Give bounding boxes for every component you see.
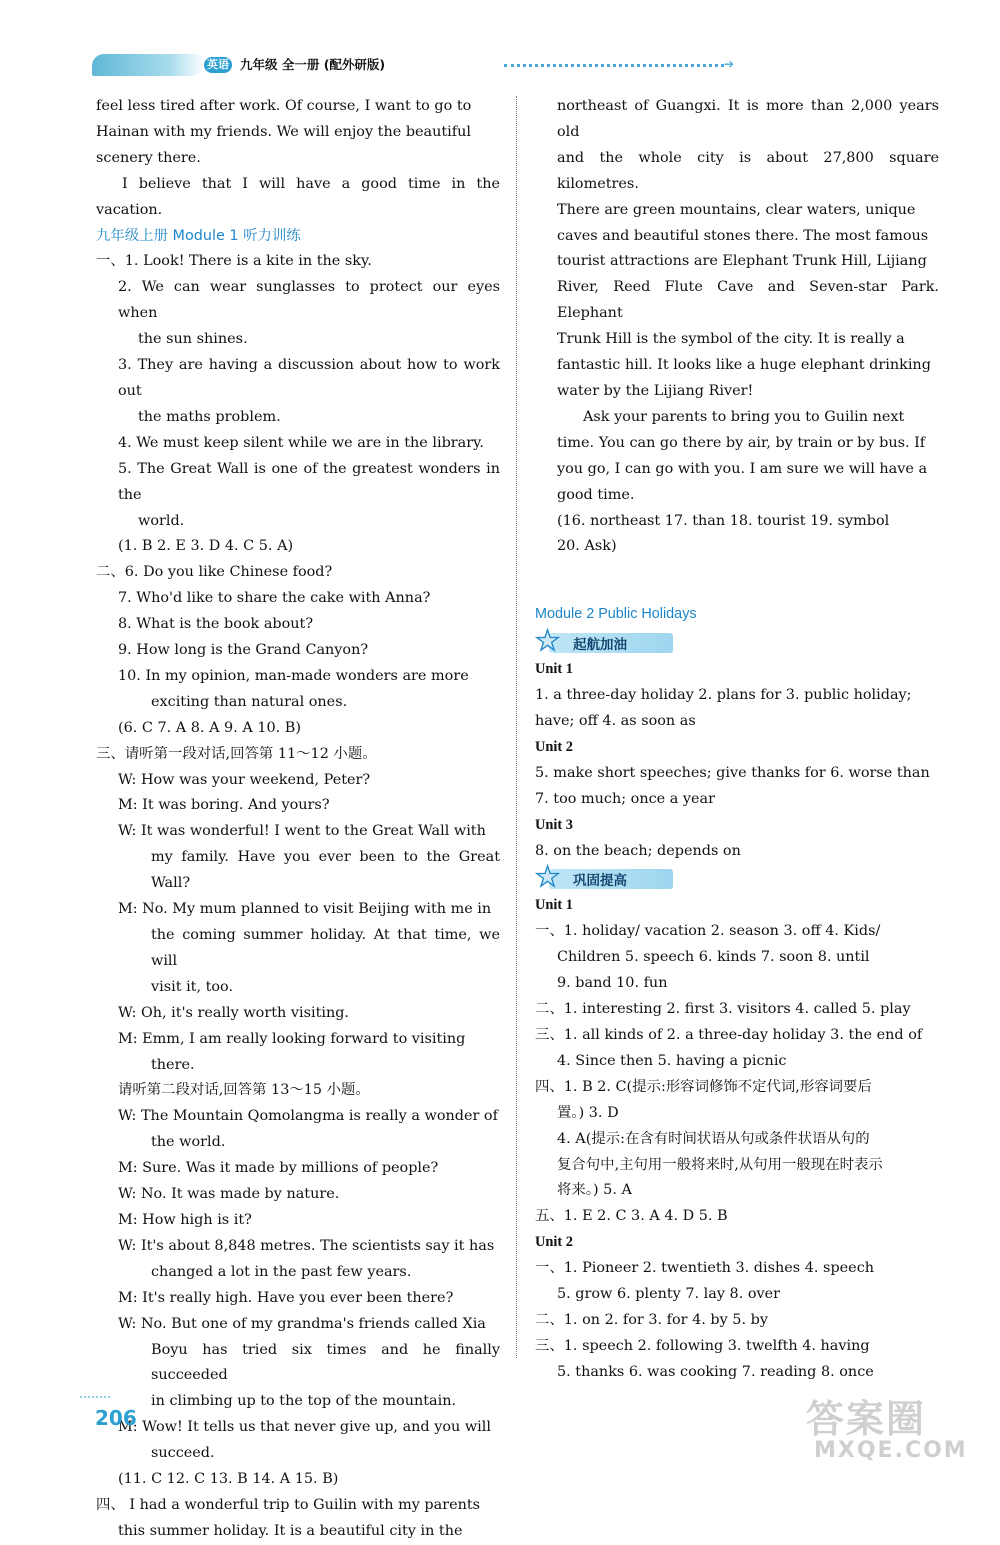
banner-label: 巩固提高 xyxy=(573,873,627,890)
text-line: (16. northeast 17. than 18. tourist 19. symbol xyxy=(557,512,890,529)
part4-answers xyxy=(535,509,939,561)
text-line: have; off 4. as soon as xyxy=(535,713,696,730)
text-line: 2. We can wear sunglasses to protect our eyes when xyxy=(118,279,500,322)
intro-last-line: I believe that I will have a good time in the vacation. xyxy=(96,175,500,218)
text-line: in climbing up to the top of the mountain. xyxy=(151,1393,457,1410)
text-line: scenery there. xyxy=(96,149,201,166)
text-line: 7. Who'd like to share the cake with Anna? xyxy=(118,590,431,607)
text-line: River, Reed Flute Cave and Seven-star Park. Elephant xyxy=(557,279,939,322)
text-line: (6. C 7. A 8. A 9. A 10. B) xyxy=(118,719,301,736)
text-line: Ask your parents to bring you to Guilin next xyxy=(583,408,905,425)
spacer xyxy=(535,560,939,602)
listening-part-4 xyxy=(96,1493,500,1545)
banner-qihang xyxy=(535,624,675,658)
text-line: W: It was wonderful! I went to the Great Wall with xyxy=(118,823,486,840)
right-column xyxy=(535,94,939,1386)
page-header xyxy=(92,48,735,80)
text-line: 5. The Great Wall is one of the greatest wonders in the xyxy=(118,460,500,503)
unit3-answers xyxy=(535,839,939,865)
text-line: 五、1. E 2. C 3. A 4. D 5. B xyxy=(535,1208,728,1225)
header-dotted-line xyxy=(504,64,724,67)
text-line: Hainan with my friends. We will enjoy the beautiful xyxy=(96,123,471,140)
text-line: the world. xyxy=(151,1134,226,1151)
text-line: 7. too much; once a year xyxy=(535,790,715,807)
text-line: the maths problem. xyxy=(138,408,281,425)
listening-part-1 xyxy=(96,249,500,560)
text-line: 复合句中,主句用一般将来时,从句用一般现在时表示 xyxy=(557,1156,883,1173)
text-line: Children 5. speech 6. kinds 7. soon 8. until xyxy=(557,949,870,966)
text-line: visit it, too. xyxy=(151,978,234,995)
text-line: 8. on the beach; depends on xyxy=(535,842,741,859)
text-line: feel less tired after work. Of course, I want to go to xyxy=(96,98,472,114)
text-line: 10. In my opinion, man-made wonders are more xyxy=(118,667,469,684)
module-2-title: Module 2 Public Holidays xyxy=(535,606,697,623)
section-title-module1: 九年级上册 Module 1 听力训练 xyxy=(96,227,301,244)
text-line: 20. Ask) xyxy=(557,538,617,555)
text-line: 5. thanks 6. was cooking 7. reading 8. once xyxy=(557,1363,874,1380)
text-line: 9. band 10. fun xyxy=(557,975,668,992)
text-line: succeed. xyxy=(151,1445,215,1462)
text-line: 二、1. on 2. for 3. for 4. by 5. by xyxy=(535,1311,768,1328)
text-line: M: It's really high. Have you ever been there? xyxy=(118,1289,454,1306)
text-line: W: It's about 8,848 metres. The scientists say it has xyxy=(118,1237,495,1254)
text-line: (11. C 12. C 13. B 14. A 15. B) xyxy=(118,1471,339,1488)
text-line: 一、1. holiday/ vacation 2. season 3. off 4. Kids/ xyxy=(535,923,881,940)
guilin-passage xyxy=(535,94,939,405)
text-line: 一、1. Look! There is a kite in the sky. xyxy=(96,253,372,270)
text-line: M: Sure. Was it made by millions of people? xyxy=(118,1160,439,1177)
unit-label: Unit 2 xyxy=(535,1234,573,1251)
text-line: Trunk Hill is the symbol of the city. It is really a xyxy=(557,331,905,348)
banner-label: 起航加油 xyxy=(573,637,627,654)
unit2-answers xyxy=(535,761,939,813)
text-line: this summer holiday. It is a beautiful city in the xyxy=(118,1522,463,1539)
text-line: tourist attractions are Elephant Trunk Hill, Lijiang xyxy=(557,253,927,270)
unit-label: Unit 3 xyxy=(535,816,573,833)
text-line: 二、1. interesting 2. first 3. visitors 4. called 5. play xyxy=(535,1001,911,1018)
text-line: W: How was your weekend, Peter? xyxy=(118,771,371,788)
unit-label: Unit 2 xyxy=(535,738,573,755)
text-line: there. xyxy=(151,1056,195,1073)
text-line: There are green mountains, clear waters, unique xyxy=(557,201,916,218)
watermark-url: MXQE.COM xyxy=(814,1438,968,1463)
unit-label: Unit 1 xyxy=(535,661,573,678)
consolidation-unit2-answers xyxy=(535,1256,939,1386)
text-line: the sun shines. xyxy=(138,331,248,348)
text-line: 二、6. Do you like Chinese food? xyxy=(96,564,333,581)
header-swoosh-decoration xyxy=(92,54,204,76)
text-line: fantastic hill. It looks like a huge elephant drinking xyxy=(557,357,931,374)
text-line: 三、1. speech 2. following 3. twelfth 4. having xyxy=(535,1337,870,1354)
unit-label: Unit 1 xyxy=(535,897,573,914)
text-line: M: Emm, I am really looking forward to visiting xyxy=(118,1030,466,1047)
text-line: the coming summer holiday. At that time, we will xyxy=(151,927,500,969)
text-line: (1. B 2. E 3. D 4. C 5. A) xyxy=(118,538,294,555)
text-line: M: Wow! It tells us that never give up, and you will xyxy=(118,1419,491,1436)
text-line: 3. They are having a discussion about how to work out xyxy=(118,357,500,399)
text-line: W: No. It was made by nature. xyxy=(118,1186,340,1203)
listening-part-2 xyxy=(96,560,500,741)
text-line: W: The Mountain Qomolangma is really a wonder of xyxy=(118,1108,498,1125)
text-line: 三、1. all kinds of 2. a three-day holiday 3. the end of xyxy=(535,1027,923,1043)
text-line: water by the Lijiang River! xyxy=(557,382,754,399)
text-line: 三、请听第一段对话,回答第 11～12 小题。 xyxy=(96,745,377,762)
guilin-passage-2 xyxy=(535,405,939,509)
book-title: 九年级 全一册 (配外研版) xyxy=(240,57,386,72)
text-line: 置。) 3. D xyxy=(557,1104,619,1121)
left-column xyxy=(96,94,500,1545)
text-line: W: No. But one of my grandma's friends called Xia xyxy=(118,1315,486,1332)
text-line: 四、 I had a wonderful trip to Guilin with my parents xyxy=(96,1496,481,1513)
text-line: M: No. My mum planned to visit Beijing with me in xyxy=(118,901,492,918)
arrow-right-icon: ➔ xyxy=(724,57,735,71)
text-line: changed a lot in the past few years. xyxy=(151,1263,412,1280)
text-line: time. You can go there by air, by train or by bus. If xyxy=(557,434,926,451)
text-line: and the whole city is about 27,800 square kilometres. xyxy=(557,149,939,192)
text-line: 请听第二段对话,回答第 13～15 小题。 xyxy=(118,1082,370,1099)
column-divider xyxy=(516,96,517,1358)
text-line: 1. a three-day holiday 2. plans for 3. public holiday; xyxy=(535,687,912,704)
text-line: my family. Have you ever been to the Great Wall? xyxy=(151,849,500,892)
text-line: good time. xyxy=(557,486,635,503)
star-icon: ★ xyxy=(535,624,561,658)
text-line: 5. make short speeches; give thanks for 6. worse than xyxy=(535,764,930,781)
text-line: 4. Since then 5. having a picnic xyxy=(557,1052,787,1069)
text-line: 9. How long is the Grand Canyon? xyxy=(118,642,369,659)
watermark-text: 答案圈 xyxy=(806,1397,927,1441)
subject-badge: 英语 xyxy=(204,57,232,73)
text-line: northeast of Guangxi. It is more than 2,000 years old xyxy=(557,98,939,140)
banner-gonggu xyxy=(535,860,675,894)
text-line: M: How high is it? xyxy=(118,1211,252,1228)
text-line: W: Oh, it's really worth visiting. xyxy=(118,1004,350,1021)
text-line: 一、1. Pioneer 2. twentieth 3. dishes 4. speech xyxy=(535,1260,875,1277)
text-line: M: It was boring. And yours? xyxy=(118,797,330,814)
star-icon: ★ xyxy=(535,860,561,894)
text-line: 5. grow 6. plenty 7. lay 8. over xyxy=(557,1286,781,1303)
text-line: 8. What is the book about? xyxy=(118,616,314,633)
text-line: exciting than natural ones. xyxy=(151,693,348,710)
text-line: Boyu has tried six times and he finally succeeded xyxy=(151,1341,500,1384)
unit1-answers xyxy=(535,683,939,735)
text-line: 将来。) 5. A xyxy=(557,1182,632,1199)
text-line: 四、1. B 2. C(提示:形容词修饰不定代词,形容词要后 xyxy=(535,1078,872,1095)
watermark-logo xyxy=(800,1388,980,1470)
text-line: 4. We must keep silent while we are in the library. xyxy=(118,434,484,451)
page-number: 206 xyxy=(95,1406,137,1430)
consolidation-unit1-answers xyxy=(535,919,939,1230)
text-line: 4. A(提示:在含有时间状语从句或条件状语从句的 xyxy=(557,1130,870,1147)
intro-text xyxy=(96,94,500,172)
text-line: world. xyxy=(138,512,185,529)
listening-part-3 xyxy=(96,742,500,1493)
text-line: you go, I can go with you. I am sure we will have a xyxy=(557,460,928,477)
text-line: caves and beautiful stones there. The most famous xyxy=(557,227,929,244)
